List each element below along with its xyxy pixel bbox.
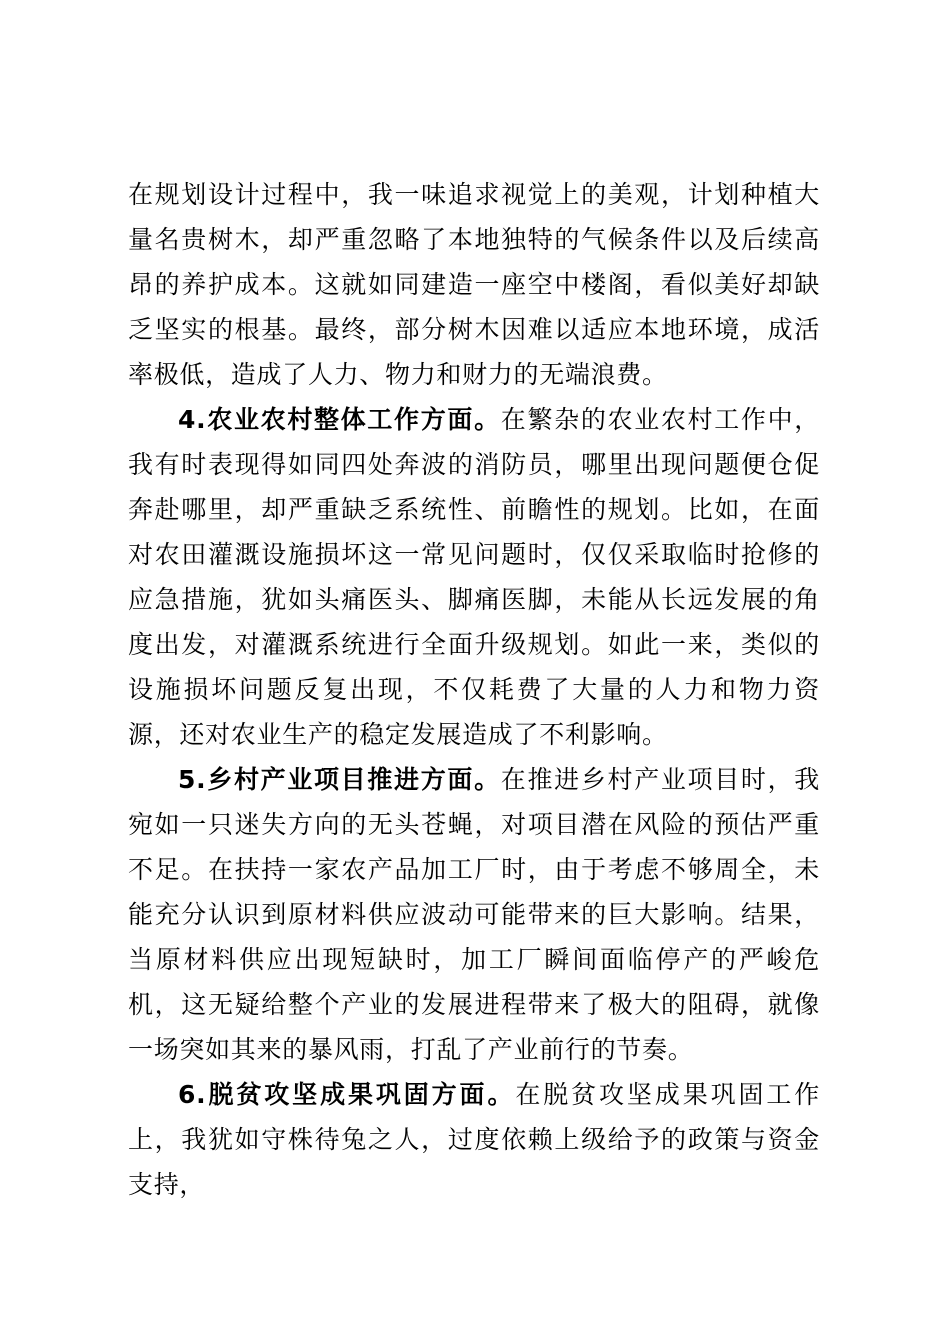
paragraph-1 <box>128 172 820 397</box>
paragraph-3 <box>128 757 820 1072</box>
paragraph-4-text: 在脱贫攻坚成果巩固工作上，我犹如守株待兔之人，过度依赖上级给予的政策与资金支持， <box>128 1080 820 1199</box>
paragraph-2-heading: 4.农业农村整体工作方面。 <box>178 405 501 434</box>
paragraph-4 <box>128 1072 820 1207</box>
paragraph-4-heading: 6.脱贫攻坚成果巩固方面。 <box>178 1080 516 1109</box>
paragraph-3-text: 在推进乡村产业项目时，我宛如一只迷失方向的无头苍蝇，对项目潜在风险的预估严重不足。在扶持一家农产品加工厂时，由于考虑不够周全，未能充分认识到原材料供应波动可能带来的巨大影响。结果，当原材料供应出现短缺时，加工厂瞬间面临停产的严峻危机，这无疑给整个产业的发展进程带来了极大的阻碍，就像一场突如其来的暴风雨，打乱了产业前行的节奏。 <box>128 765 820 1064</box>
paragraph-3-heading: 5.乡村产业项目推进方面。 <box>178 765 501 794</box>
paragraph-1-text: 在规划设计过程中，我一味追求视觉上的美观，计划种植大量名贵树木，却严重忽略了本地独特的气候条件以及后续高昂的养护成本。这就如同建造一座空中楼阁，看似美好却缺乏坚实的根基。最终，部分树木因难以适应本地环境，成活率极低，造成了人力、物力和财力的无端浪费。 <box>128 180 820 389</box>
document-body <box>128 172 820 1207</box>
paragraph-2-text: 在繁杂的农业农村工作中，我有时表现得如同四处奔波的消防员，哪里出现问题便仓促奔赴哪里，却严重缺乏系统性、前瞻性的规划。比如，在面对农田灌溉设施损坏这一常见问题时，仅仅采取临时抢修的应急措施，犹如头痛医头、脚痛医脚，未能从长远发展的角度出发，对灌溉系统进行全面升级规划。如此一来，类似的设施损坏问题反复出现，不仅耗费了大量的人力和物力资源，还对农业生产的稳定发展造成了不利影响。 <box>128 405 820 749</box>
paragraph-2 <box>128 397 820 757</box>
